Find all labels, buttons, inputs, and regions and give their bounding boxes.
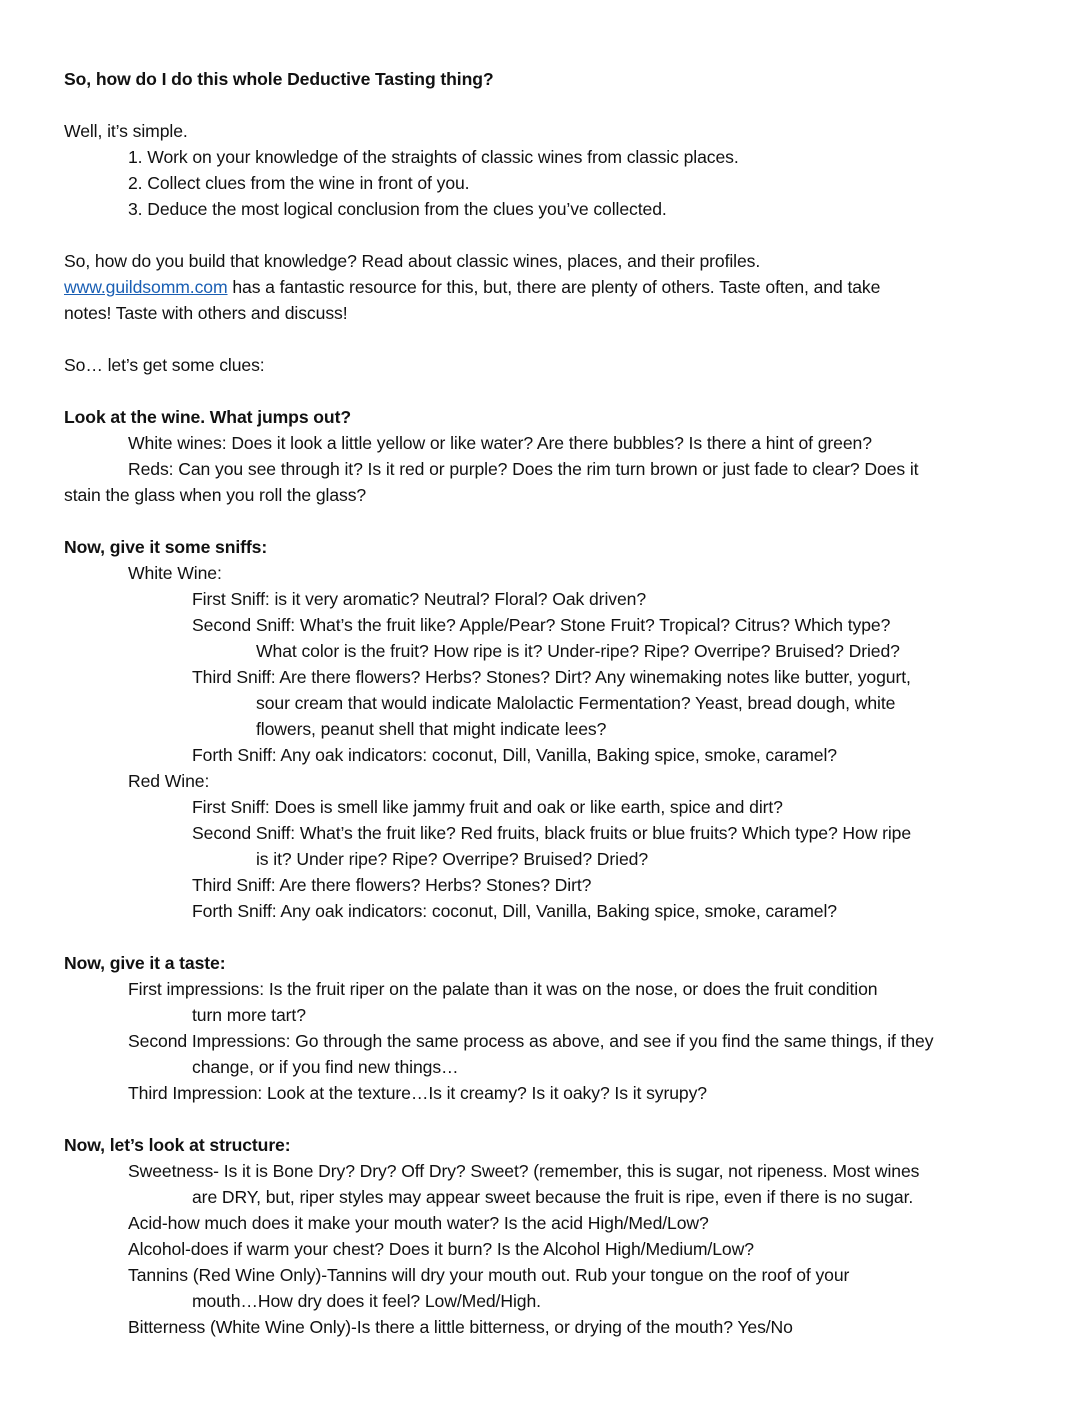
structure-alcohol: Alcohol-does if warm your chest? Does it burn? Is the Alcohol High/Medium/Low? <box>128 1239 754 1259</box>
look-reds-1: Reds: Can you see through it? Is it red or purple? Does the rim turn brown or just fade to clear? Does it <box>128 459 919 479</box>
red-first-sniff: First Sniff: Does is smell like jammy fruit and oak or like earth, spice and dirt? <box>192 797 783 817</box>
white-second-sniff-1: Second Sniff: What’s the fruit like? Apple/Pear? Stone Fruit? Tropical? Citrus? Which type? <box>192 615 891 635</box>
taste-third: Third Impression: Look at the texture…Is it creamy? Is it oaky? Is it syrupy? <box>128 1083 707 1103</box>
intro-step-2: 2. Collect clues from the wine in front of you. <box>128 173 470 193</box>
structure-sweetness-2: are DRY, but, riper styles may appear sweet because the fruit is ripe, even if there is no sugar. <box>192 1187 914 1207</box>
intro-step-3: 3. Deduce the most logical conclusion from the clues you’ve collected. <box>128 199 667 219</box>
red-third-sniff: Third Sniff: Are there flowers? Herbs? Stones? Dirt? <box>192 875 592 895</box>
white-first-sniff: First Sniff: is it very aromatic? Neutral? Floral? Oak driven? <box>192 589 647 609</box>
structure-tannins-1: Tannins (Red Wine Only)-Tannins will dry your mouth out. Rub your tongue on the roof of your <box>128 1265 850 1285</box>
look-reds-2: stain the glass when you roll the glass? <box>64 485 367 505</box>
structure-acid: Acid-how much does it make your mouth water? Is the acid High/Med/Low? <box>128 1213 709 1233</box>
guildsomm-link[interactable]: www.guildsomm.com <box>64 277 228 297</box>
taste-first-1: First impressions: Is the fruit riper on the palate than it was on the nose, or does the fruit condition <box>128 979 878 999</box>
knowledge-line-2 <box>64 274 880 300</box>
white-third-sniff-1: Third Sniff: Are there flowers? Herbs? Stones? Dirt? Any winemaking notes like butter, yogurt, <box>192 667 911 687</box>
red-second-sniff-1: Second Sniff: What’s the fruit like? Red fruits, black fruits or blue fruits? Which type? How ripe <box>192 823 912 843</box>
red-second-sniff-2: is it? Under ripe? Ripe? Overripe? Bruised? Dried? <box>256 849 649 869</box>
white-wine-label: White Wine: <box>128 563 222 583</box>
page-title: So, how do I do this whole Deductive Tasting thing? <box>64 69 494 89</box>
look-heading: Look at the wine. What jumps out? <box>64 407 351 427</box>
red-wine-label: Red Wine: <box>128 771 210 791</box>
white-second-sniff-2: What color is the fruit? How ripe is it? Under-ripe? Ripe? Overripe? Bruised? Dried? <box>256 641 900 661</box>
taste-second-1: Second Impressions: Go through the same process as above, and see if you find the same things, if they <box>128 1031 934 1051</box>
look-white: White wines: Does it look a little yellow or like water? Are there bubbles? Is there a hint of green? <box>128 433 872 453</box>
taste-heading: Now, give it a taste: <box>64 953 226 973</box>
red-forth-sniff: Forth Sniff: Any oak indicators: coconut, Dill, Vanilla, Baking spice, smoke, caramel? <box>192 901 837 921</box>
structure-tannins-2: mouth…How dry does it feel? Low/Med/High. <box>192 1291 541 1311</box>
clues-intro: So… let’s get some clues: <box>64 355 265 375</box>
sniffs-heading: Now, give it some sniffs: <box>64 537 268 557</box>
structure-heading: Now, let’s look at structure: <box>64 1135 291 1155</box>
taste-second-2: change, or if you find new things… <box>192 1057 459 1077</box>
structure-sweetness-1: Sweetness- Is it is Bone Dry? Dry? Off Dry? Sweet? (remember, this is sugar, not ripeness. Most wines <box>128 1161 920 1181</box>
knowledge-line-2-text: has a fantastic resource for this, but, there are plenty of others. Taste often, and take <box>227 277 881 297</box>
white-third-sniff-3: flowers, peanut shell that might indicate lees? <box>256 719 607 739</box>
white-forth-sniff: Forth Sniff: Any oak indicators: coconut, Dill, Vanilla, Baking spice, smoke, caramel? <box>192 745 837 765</box>
taste-first-2: turn more tart? <box>192 1005 306 1025</box>
structure-bitterness: Bitterness (White Wine Only)-Is there a little bitterness, or drying of the mouth? Yes/No <box>128 1317 793 1337</box>
white-third-sniff-2: sour cream that would indicate Malolactic Fermentation? Yeast, bread dough, white <box>256 693 896 713</box>
knowledge-line-1: So, how do you build that knowledge? Read about classic wines, places, and their profiles. <box>64 251 761 271</box>
intro-step-1: 1. Work on your knowledge of the straights of classic wines from classic places. <box>128 147 739 167</box>
intro-lead: Well, it’s simple. <box>64 121 188 141</box>
knowledge-line-3: notes! Taste with others and discuss! <box>64 303 348 323</box>
